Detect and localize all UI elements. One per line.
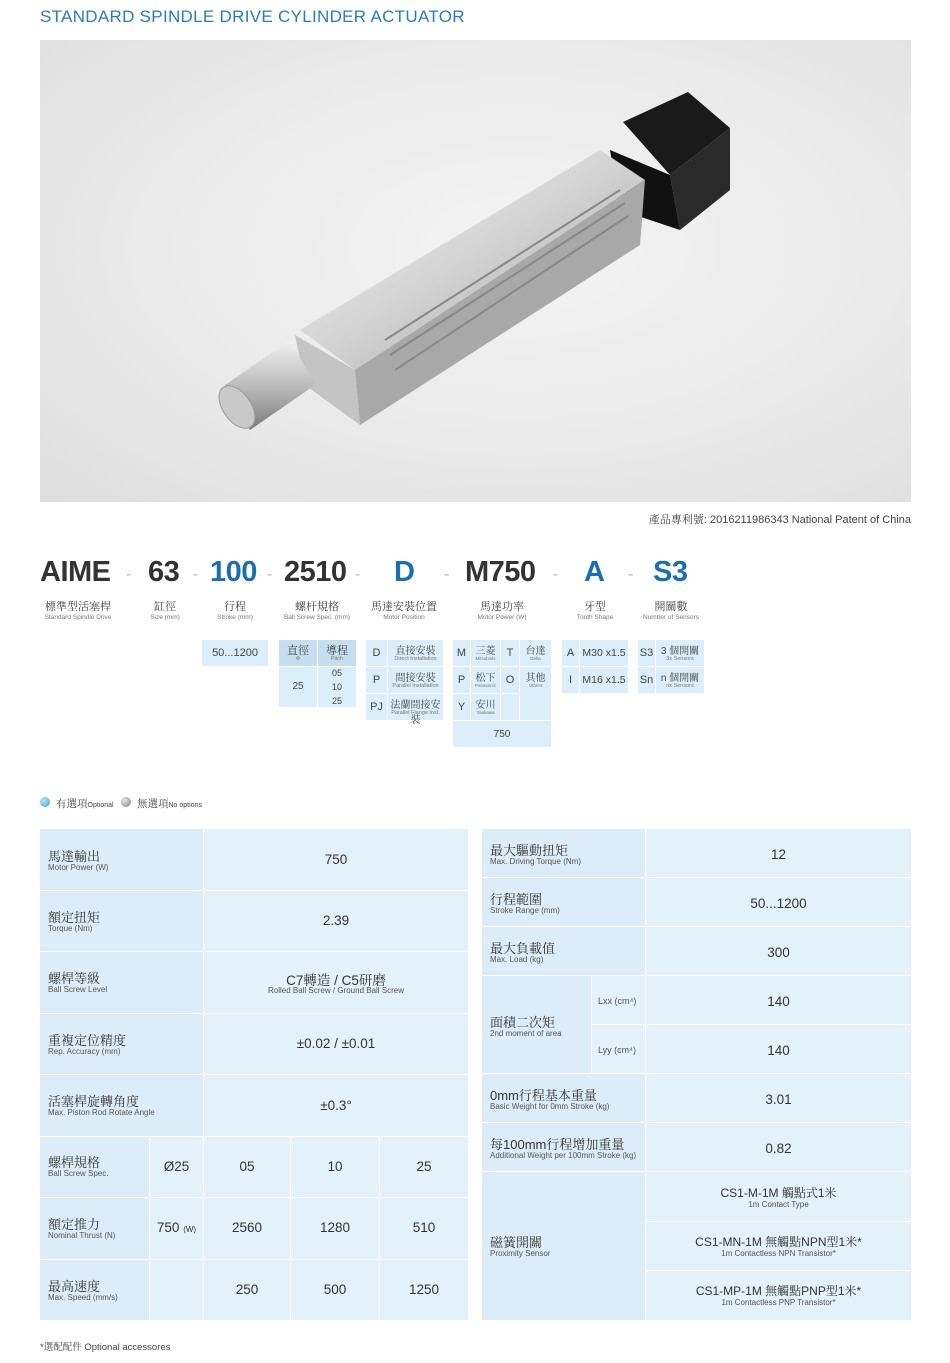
accuracy-label-en: Rep. Accuracy (mm)	[48, 1047, 121, 1056]
label-size-zh: 缸徑	[154, 601, 176, 613]
accuracy-value: ±0.02 / ±0.01	[296, 1036, 376, 1051]
option-pos-pj-en: Parallel Flange Inst.	[391, 710, 440, 716]
option-pos-pj-letter: PJ	[370, 701, 383, 713]
legend-optional	[56, 796, 114, 811]
optional-dot-icon	[40, 797, 50, 807]
drive-torque-label: 最大驅動扭矩	[490, 843, 569, 858]
option-tooth-a-letter: A	[566, 647, 575, 659]
stroke-range-value: 50...1200	[750, 896, 807, 911]
thrust-25: 510	[412, 1220, 436, 1235]
option-sensor-s3-zh: 3 個開關	[660, 646, 700, 657]
lyy-value: 140	[767, 1043, 790, 1058]
motor-power-label: 馬達輸出	[48, 849, 101, 864]
option-stroke-value: 50...1200	[212, 647, 258, 659]
legend-optional-en: Optional	[87, 802, 114, 809]
option-screw-dia-label: 直徑	[287, 645, 309, 657]
option-brand-y-letter: Y	[457, 701, 466, 713]
label-sensors-zh: 開關數	[654, 601, 688, 613]
option-pos-d-zh: 直接安裝	[395, 646, 436, 657]
add-weight-value: 0.82	[765, 1141, 792, 1156]
option-brand-y-zh: 安川	[475, 700, 496, 711]
sensor-item-2: CS1-MN-1M 無觸點NPN型1米*	[695, 1235, 862, 1249]
drive-torque-label-en: Max. Driving Torque (Nm)	[490, 857, 581, 866]
cell	[150, 1260, 203, 1320]
thrust-label-en: Nominal Thrust (N)	[48, 1231, 116, 1240]
base-weight-value: 3.01	[765, 1092, 792, 1107]
add-weight-label-en: Additional Weight per 100mm Stroke (kg)	[490, 1151, 637, 1160]
lxx-label: Lxx (cm⁴)	[598, 996, 637, 1006]
code-dash: -	[193, 566, 199, 583]
option-screw-pitch-10: 10	[331, 682, 342, 692]
label-series-zh: 標準型活塞桿	[45, 601, 111, 613]
code-dash: -	[355, 566, 361, 583]
label-motor-position-en: Motor Position	[383, 614, 425, 621]
screw-level-value-en: Rolled Ball Screw / Ground Ball Screw	[267, 986, 405, 995]
screw-level-label-en: Ball Screw Level	[48, 985, 108, 994]
speed-label-en: Max. Speed (mm/s)	[48, 1293, 118, 1302]
option-brand-m-letter: M	[456, 647, 467, 659]
label-motor-position-zh: 馬達安裝位置	[371, 601, 437, 613]
code-dash: -	[628, 566, 634, 583]
option-brand-m-en: Mitsubishi	[475, 656, 496, 661]
option-sensor-s3-en: 3x Sensors	[666, 656, 694, 662]
actuator-illustration	[40, 40, 911, 502]
option-power-value: 750	[493, 729, 511, 740]
base-weight-label: 0mm行程基本重量	[490, 1088, 597, 1103]
code-dash: -	[444, 566, 450, 583]
sensor-item-1: CS1-M-1M 觸點式1米	[720, 1186, 837, 1200]
add-weight-label: 每100mm行程增加重量	[490, 1137, 625, 1152]
patent-number: 產品專利號: 2016211986343 National Patent of China	[648, 514, 911, 526]
speed-label: 最高速度	[48, 1279, 101, 1294]
max-load-value: 300	[767, 945, 790, 960]
max-load-label: 最大負載值	[490, 941, 556, 956]
screw-spec-10: 10	[327, 1159, 343, 1174]
option-screw-dia-label-en: Φ	[295, 656, 301, 662]
speed-05: 250	[235, 1282, 259, 1297]
speed-10: 500	[323, 1282, 347, 1297]
lyy-label: Lyy (cm⁴)	[598, 1045, 637, 1055]
label-motor-power-zh: 馬達功率	[480, 601, 524, 613]
option-pos-p-en: Parallel Installation	[392, 683, 439, 689]
option-screw-pitch-label-en: Pitch	[330, 656, 344, 662]
option-screw-pitch-label: 導程	[326, 645, 348, 657]
code-series: AIME	[40, 556, 111, 588]
base-weight-label-en: Basic Weight for 0mm Stroke (kg)	[490, 1102, 610, 1111]
rotate-label: 活塞桿旋轉角度	[48, 1094, 140, 1109]
torque-label: 額定扭矩	[48, 910, 101, 925]
option-brand-t-letter: T	[506, 647, 514, 659]
code-dash: -	[267, 566, 273, 583]
moment-label: 面積二次矩	[490, 1015, 556, 1030]
thrust-10: 1280	[319, 1220, 351, 1235]
speed-25: 1250	[408, 1282, 440, 1297]
screw-spec-dia: Ø25	[163, 1159, 190, 1174]
option-screw-dia-value: 25	[292, 681, 304, 692]
option-brand-p-letter: P	[457, 674, 466, 686]
option-brand-o-zh: 其他	[525, 673, 546, 684]
legend-optional-zh: 有選項	[56, 798, 88, 810]
legend-none	[137, 796, 202, 811]
option-brand-p-en: Panasonic	[474, 683, 496, 688]
label-sensors-en: Number of Sensors	[643, 614, 699, 621]
option-brand-t-en: Delta	[530, 656, 541, 661]
option-sensor-sn-zh: n 個開關	[660, 673, 700, 684]
code-size: 63	[148, 556, 180, 588]
legend-none-en: No options	[168, 802, 202, 809]
legend-none-zh: 無選項	[137, 798, 169, 810]
code-sensors: S3	[653, 556, 688, 588]
label-series-en: Standard Spindle Drive	[44, 614, 112, 621]
option-tooth-i-letter: I	[568, 674, 573, 686]
lxx-value: 140	[767, 994, 790, 1009]
product-photo	[40, 40, 911, 502]
no-option-dot-icon	[121, 797, 131, 807]
moment-label-en: 2nd moment of area	[490, 1029, 562, 1038]
option-tooth-i-value: M16 x1.5	[582, 674, 626, 686]
sensor-label: 磁簧開關	[490, 1235, 543, 1250]
max-load-label-en: Max. Load (kg)	[490, 955, 544, 964]
torque-label-en: Torque (Nm)	[48, 924, 93, 933]
option-pos-p-zh: 間接安裝	[395, 673, 436, 684]
code-tooth: A	[584, 556, 605, 588]
rotate-label-en: Max. Piston Rod Rotate Angle	[48, 1108, 155, 1117]
label-stroke-zh: 行程	[224, 601, 246, 613]
label-tooth-en: Tooth Shape	[576, 614, 614, 621]
footnote: *選配配件 Optional accessores	[40, 1342, 171, 1353]
label-motor-power-en: Motor Power (W)	[477, 614, 527, 621]
drive-torque-value: 12	[770, 847, 787, 862]
screw-spec-label-en: Ball Screw Spec.	[48, 1169, 109, 1178]
option-tooth-a-value: M30 x1.5	[582, 647, 626, 659]
thrust-power-value: 750	[156, 1220, 180, 1235]
option-sensor-sn-en: nx Sensors	[666, 683, 694, 689]
torque-value: 2.39	[322, 913, 350, 928]
code-motor-power: M750	[465, 556, 536, 588]
code-stroke: 100	[210, 556, 257, 588]
option-brand-blank	[501, 694, 519, 720]
label-tooth-zh: 牙型	[584, 601, 606, 613]
stroke-range-label: 行程範圍	[490, 892, 543, 907]
code-dash: -	[553, 566, 559, 583]
label-screw-en: Ball Screw Spec. (mm)	[283, 614, 351, 621]
stroke-range-label-en: Stroke Range (mm)	[490, 906, 560, 915]
option-brand-o-letter: O	[505, 674, 515, 686]
code-screw: 2510	[284, 556, 347, 588]
accuracy-label: 重複定位精度	[48, 1033, 127, 1048]
motor-power-label-en: Motor Power (W)	[48, 863, 109, 872]
option-pos-d-en: Direct Installation	[394, 656, 437, 662]
option-brand-p-zh: 松下	[475, 673, 496, 684]
label-stroke-en: Stroke (mm)	[217, 614, 253, 621]
screw-spec-25: 25	[416, 1159, 432, 1174]
option-brand-o-en: Others	[528, 683, 543, 688]
option-screw-pitch-25: 25	[331, 696, 342, 706]
thrust-power	[150, 1220, 203, 1235]
thrust-05: 2560	[231, 1220, 263, 1235]
option-brand-y-en: Yaskawa	[476, 710, 495, 715]
option-pos-pj-zh: 法蘭間接安裝	[390, 700, 441, 726]
code-dash: -	[126, 566, 132, 583]
screw-spec-05: 05	[239, 1159, 255, 1174]
screw-level-label: 螺桿等級	[48, 971, 101, 986]
option-screw-pitch-05: 05	[331, 668, 342, 678]
motor-power-value: 750	[324, 852, 348, 867]
sensor-label-en: Proximity Sensor	[490, 1249, 551, 1258]
sensor-item-3-en: 1m Contactless PNP Transistor*	[721, 1298, 836, 1307]
sensor-item-3: CS1-MP-1M 無觸點PNP型1米*	[695, 1284, 862, 1298]
option-pos-d-letter: D	[372, 647, 381, 659]
thrust-power-unit: (W)	[183, 1225, 197, 1234]
rotate-value: ±0.3°	[320, 1098, 352, 1113]
option-pos-p-letter: P	[372, 674, 381, 686]
option-brand-t-zh: 台達	[525, 646, 546, 657]
code-motor-position: D	[394, 556, 415, 588]
option-sensor-sn-letter: Sn	[639, 674, 654, 686]
screw-level-value: C7轉造 / C5研磨	[286, 973, 386, 988]
screw-spec-label: 螺桿規格	[48, 1155, 101, 1170]
option-sensor-s3-letter: S3	[639, 647, 654, 659]
label-screw-zh: 螺杆規格	[295, 601, 339, 613]
label-size-en: Size (mm)	[150, 614, 180, 621]
sensor-item-2-en: 1m Contactless NPN Transistor*	[721, 1249, 836, 1258]
option-brand-m-zh: 三菱	[475, 646, 496, 657]
page-title: STANDARD SPINDLE DRIVE CYLINDER ACTUATOR	[40, 7, 465, 26]
sensor-item-1-en: 1m Contact Type	[748, 1200, 809, 1209]
thrust-label: 額定推力	[48, 1217, 101, 1232]
